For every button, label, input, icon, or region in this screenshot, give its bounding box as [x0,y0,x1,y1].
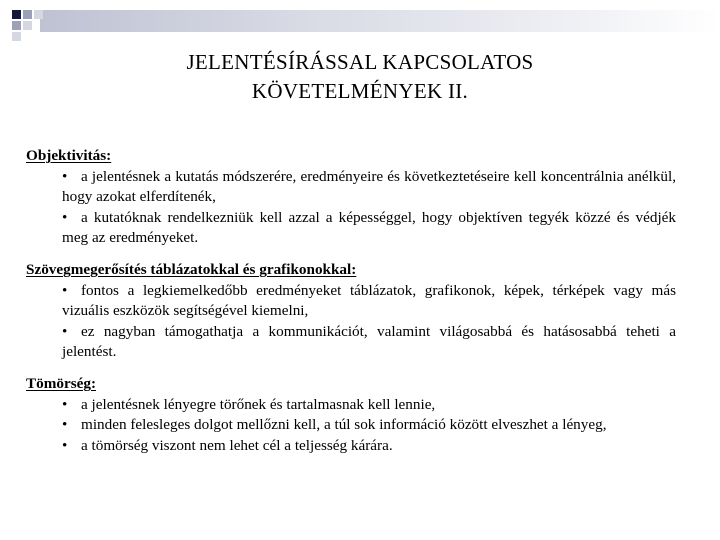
bullet-icon: • [62,416,68,434]
list-item-text: a tömörség viszont nem lehet cél a teljesség kárára. [81,436,393,454]
decor-square [23,21,32,30]
corner-decoration [0,0,720,48]
decor-square [12,32,21,41]
bullet-icon: • [62,436,68,454]
section-heading: Szövegmegerősítés táblázatokkal és grafikonokkal: [26,260,357,278]
list-item [26,415,676,436]
list-item [26,436,676,457]
list-item-text: a jelentésnek lényegre törőnek és tartalmasnak kell lennie, [81,395,436,413]
bullet-icon: • [62,322,68,340]
bullet-icon: • [62,395,68,413]
decor-square [23,10,32,19]
page-title-line-2: KÖVETELMÉNYEK II. [251,79,469,103]
header-gradient-band [40,10,720,32]
bullet-icon: • [62,208,68,226]
list-item-text: a jelentésnek a kutatás módszerére, eredményeire és következtetéseire kell koncentrálnia anélkül, hogy azokat elferdítenék, [62,167,676,206]
decor-square [12,21,21,30]
decor-square [34,10,43,19]
list-item-text: minden felesleges dolgot mellőzni kell, a túl sok információ között elveszhet a lényeg, [81,416,607,434]
page-title-line-1: JELENTÉSÍRÁSSAL KAPCSOLATOS [186,50,534,74]
section-heading: Tömörség: [26,374,97,392]
section-visual-support [26,260,676,363]
section-objectivity [26,146,676,249]
list-item-text: a kutatóknak rendelkezniük kell azzal a képességgel, hogy objektíven tegyék közzé és védjék meg az eredményeket. [62,208,676,247]
list-item [26,395,676,416]
list-item [26,208,676,249]
section-conciseness [26,374,676,456]
page-title [0,48,720,106]
list-item [26,322,676,363]
content-body [26,146,676,467]
bullet-icon: • [62,281,68,299]
list-item [26,281,676,322]
list-item-text: fontos a legkiemelkedőbb eredményeket táblázatok, grafikonok, képek, térképek vagy más vizuális eszközök segítségével kiemelni, [62,281,676,320]
bullet-icon: • [62,167,68,185]
list-item-text: ez nagyban támogathatja a kommunikációt, valamint világosabbá és hatásosabbá teheti a jelentést. [62,322,676,361]
list-item [26,167,676,208]
decor-square [12,10,21,19]
section-heading: Objektivitás: [26,147,112,164]
